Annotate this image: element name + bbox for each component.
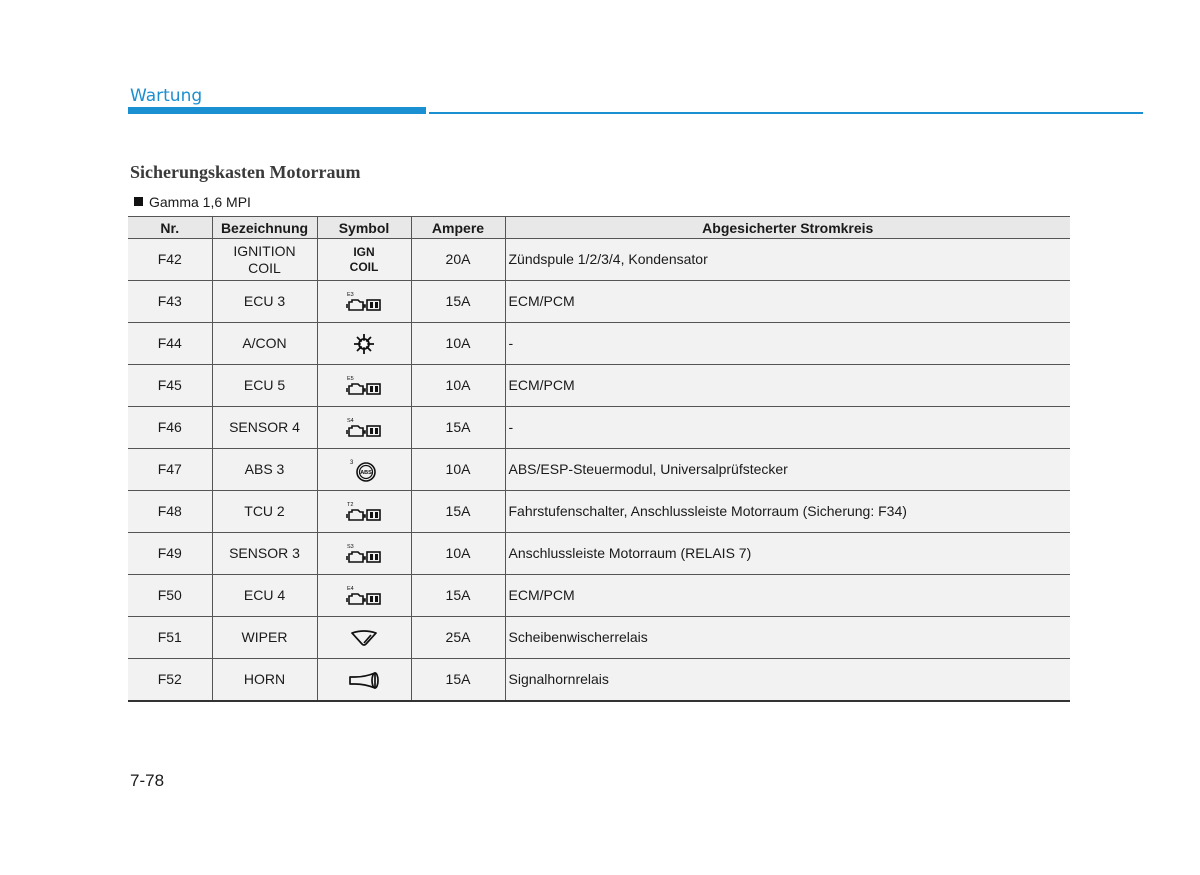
- ign-coil-icon: [350, 245, 379, 275]
- fuse-name: [212, 239, 317, 281]
- page-title: Sicherungskasten Motorraum: [130, 162, 361, 182]
- fuse-circuit: ECM/PCM: [505, 365, 1070, 407]
- fuse-name: SENSOR 3: [212, 533, 317, 575]
- fuse-name-line2: COIL: [248, 259, 281, 276]
- section-label: Wartung: [130, 86, 203, 106]
- col-header-nr: Nr.: [128, 217, 212, 239]
- engine-module-tag: T2: [347, 501, 354, 508]
- fuse-circuit: Scheibenwischerrelais: [505, 617, 1070, 659]
- table-row: [128, 281, 1070, 323]
- fuse-ampere: 15A: [411, 575, 505, 617]
- engine-module-icon: [346, 374, 382, 398]
- engine-module-icon: [346, 500, 382, 524]
- abs-tag: 3: [350, 459, 354, 466]
- fuse-circuit: -: [505, 407, 1070, 449]
- fuse-ampere: 10A: [411, 323, 505, 365]
- fuse-number: F51: [128, 617, 212, 659]
- fuse-number: F43: [128, 281, 212, 323]
- fuse-symbol: [317, 323, 411, 365]
- fuse-ampere: 10A: [411, 449, 505, 491]
- engine-module-tag: S3: [347, 543, 354, 550]
- table-row: [128, 323, 1070, 365]
- header-rule-thick: [128, 107, 426, 114]
- fuse-table: [128, 216, 1070, 702]
- fuse-circuit: ECM/PCM: [505, 575, 1070, 617]
- engine-module-tag: E4: [347, 585, 354, 592]
- fuse-name: A/CON: [212, 323, 317, 365]
- fuse-name: TCU 2: [212, 491, 317, 533]
- table-row: [128, 659, 1070, 702]
- fuse-symbol: [317, 617, 411, 659]
- fuse-symbol: [317, 281, 411, 323]
- wiper-icon: [349, 627, 379, 649]
- col-header-ampere: Ampere: [411, 217, 505, 239]
- fuse-ampere: 15A: [411, 281, 505, 323]
- header-rule-thin: [429, 112, 1143, 114]
- fuse-circuit: ABS/ESP-Steuermodul, Universalprüfstecker: [505, 449, 1070, 491]
- fuse-symbol: [317, 365, 411, 407]
- fuse-ampere: 10A: [411, 533, 505, 575]
- abs-icon: [347, 457, 381, 483]
- fuse-ampere: 20A: [411, 239, 505, 281]
- col-header-symbol: Symbol: [317, 217, 411, 239]
- fuse-symbol: [317, 239, 411, 281]
- engine-module-icon: [346, 290, 382, 314]
- engine-module-tag: E3: [347, 291, 354, 298]
- fuse-number: F49: [128, 533, 212, 575]
- fuse-ampere: 15A: [411, 407, 505, 449]
- engine-module-icon: [346, 584, 382, 608]
- fuse-name: ECU 4: [212, 575, 317, 617]
- fuse-ampere: 15A: [411, 491, 505, 533]
- engine-module-icon: [346, 542, 382, 566]
- ign-coil-line1: IGN: [353, 244, 375, 259]
- horn-icon: [347, 669, 381, 691]
- fuse-symbol: [317, 407, 411, 449]
- fuse-symbol: [317, 491, 411, 533]
- fuse-ampere: 10A: [411, 365, 505, 407]
- engine-variant: [134, 194, 251, 210]
- table-row: [128, 617, 1070, 659]
- fuse-circuit: ECM/PCM: [505, 281, 1070, 323]
- col-header-circuit: Abgesicherter Stromkreis: [505, 217, 1070, 239]
- col-header-name: Bezeichnung: [212, 217, 317, 239]
- fuse-number: F42: [128, 239, 212, 281]
- fuse-ampere: 25A: [411, 617, 505, 659]
- bullet-square-icon: [134, 197, 143, 206]
- fuse-name-line1: IGNITION: [233, 242, 296, 259]
- fuse-number: F48: [128, 491, 212, 533]
- table-row: [128, 407, 1070, 449]
- table-header-row: [128, 217, 1070, 239]
- table-row: [128, 491, 1070, 533]
- table-row: [128, 239, 1070, 281]
- fuse-name: ABS 3: [212, 449, 317, 491]
- fuse-number: F44: [128, 323, 212, 365]
- table-row: [128, 533, 1070, 575]
- engine-module-tag: S4: [347, 417, 354, 424]
- fuse-circuit: -: [505, 323, 1070, 365]
- fuse-circuit: Zündspule 1/2/3/4, Kondensator: [505, 239, 1070, 281]
- engine-variant-label: Gamma 1,6 MPI: [149, 194, 251, 210]
- table-row: [128, 365, 1070, 407]
- fuse-ampere: 15A: [411, 659, 505, 702]
- fuse-name: ECU 3: [212, 281, 317, 323]
- fuse-circuit: Fahrstufenschalter, Anschlussleiste Motorraum (Sicherung: F34): [505, 491, 1070, 533]
- snowflake-icon: [352, 332, 376, 356]
- fuse-number: F47: [128, 449, 212, 491]
- fuse-circuit: Signalhornrelais: [505, 659, 1070, 702]
- fuse-circuit: Anschlussleiste Motorraum (RELAIS 7): [505, 533, 1070, 575]
- fuse-symbol: [317, 575, 411, 617]
- ign-coil-line2: COIL: [349, 259, 379, 274]
- fuse-name: WIPER: [212, 617, 317, 659]
- fuse-number: F46: [128, 407, 212, 449]
- table-row: [128, 575, 1070, 617]
- fuse-name: HORN: [212, 659, 317, 702]
- engine-module-tag: E5: [347, 375, 354, 382]
- table-row: [128, 449, 1070, 491]
- fuse-symbol: [317, 659, 411, 702]
- fuse-symbol: [317, 449, 411, 491]
- abs-label: ABS: [360, 469, 372, 476]
- fuse-name: SENSOR 4: [212, 407, 317, 449]
- fuse-number: F50: [128, 575, 212, 617]
- fuse-symbol: [317, 533, 411, 575]
- fuse-number: F45: [128, 365, 212, 407]
- engine-module-icon: [346, 416, 382, 440]
- page-number: 7-78: [130, 771, 165, 790]
- fuse-number: F52: [128, 659, 212, 702]
- fuse-name: ECU 5: [212, 365, 317, 407]
